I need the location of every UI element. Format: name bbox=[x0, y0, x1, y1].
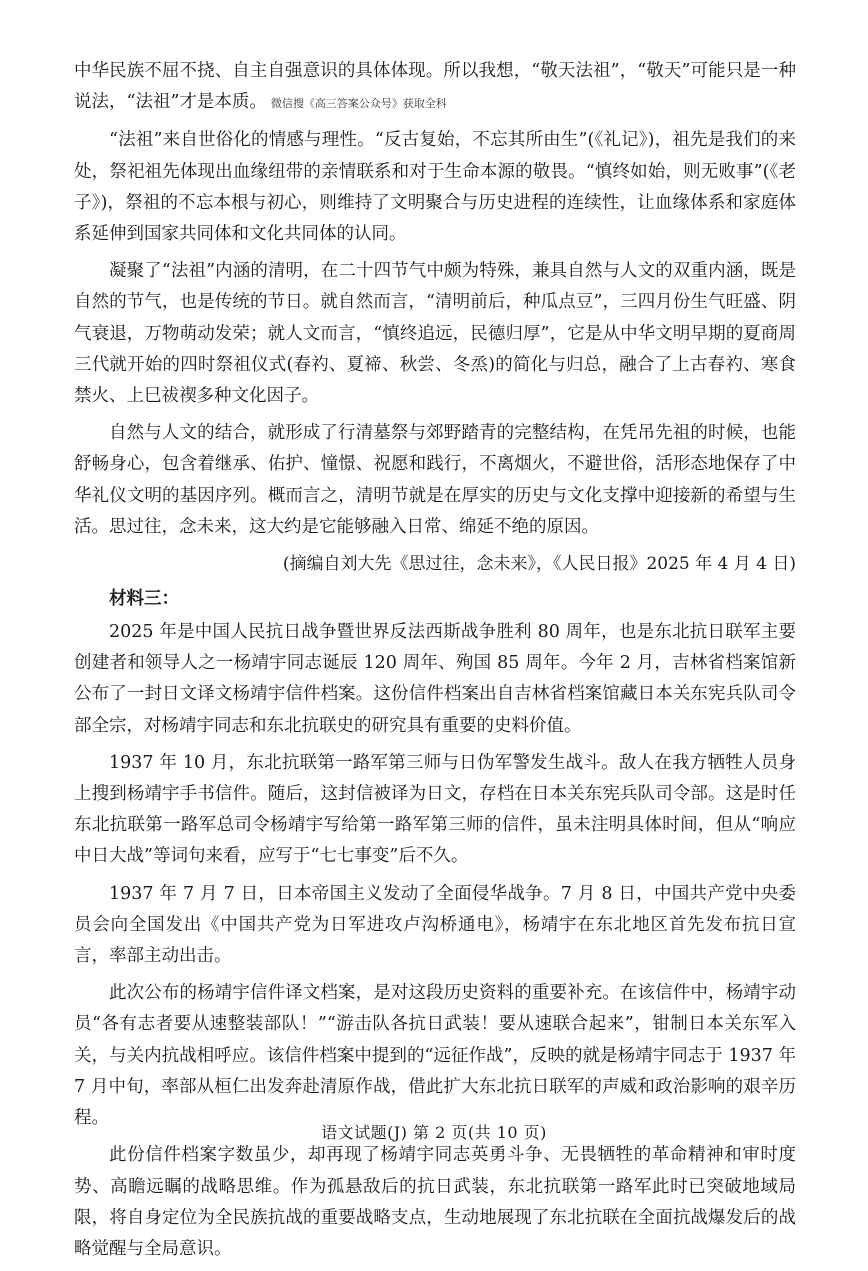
paragraph-1 bbox=[74, 56, 796, 119]
material-three-paragraph-5: 此份信件档案字数虽少，却再现了杨靖宇同志英勇斗争、无畏牺牲的革命精神和审时度势、高瞻远瞩的战略思维。作为孤悬敌后的抗日武装，东北抗联第一路军此时已突破地域局限，将自身定位为全民族抗战的重要战略支点，生动地展现了东北抗联在全面抗战爆发后的战略觉醒与全局意识。 bbox=[74, 1145, 796, 1259]
watermark-note: 微信搜《高三答案公众号》获取全科 bbox=[270, 97, 447, 111]
page-content bbox=[74, 56, 796, 1271]
paragraph-2: “法祖”来自世俗化的情感与理性。“反古复始，不忘其所由生”(《礼记》)，祖先是我们的来处，祭祀祖先体现出血缘纽带的亲情联系和对于生命本源的敬畏。“慎终如始，则无败事”(《老子》)，祭祖的不忘本根与初心，则维持了文明聚合与历史进程的连续性，让血缘体系和家庭体系延伸到国家共同体和文化共同体的认同。 bbox=[74, 130, 796, 245]
material-three-heading: 材料三： bbox=[109, 589, 179, 610]
page-footer: 语文试题(J) 第 2 页(共 10 页) bbox=[321, 1123, 547, 1142]
material-three-paragraph-4: 此次公布的杨靖宇信件译文档案，是对这段历史资料的重要补充。在该信件中，杨靖宇动员“各有志者要从速整装部队！”“游击队各抗日武装！要从速联合起来”，钳制日本关东军入关，与关内抗战相呼应。该信件档案中提到的“远征作战”，反映的就是杨靖宇同志于 1937 年 7 月中旬，率部从桓仁出发奔赴清原作战，借此扩大东北抗日联军的声威和政治影响的艰辛历程。 bbox=[74, 983, 796, 1129]
material-three-paragraph-2: 1937 年 10 月，东北抗联第一路军第三师与日伪军警发生战斗。敌人在我方牺牲人员身上搜到杨靖宇手书信件。随后，这封信被译为日文，存档在日本关东宪兵队司令部。这是时任东北抗联第一路军总司令杨靖宇写给第一路军第三师的信件，虽未注明具体时间，但从“响应中日大战”等词句来看，应写于“七七事变”后不久。 bbox=[74, 752, 796, 867]
paragraph-1-text: 中华民族不屈不挠、自主自强意识的具体体现。所以我想，“敬天法祖”，“敬天”可能只是一种说法，“法祖”才是本质。 bbox=[74, 61, 796, 113]
paragraph-3: 凝聚了“法祖”内涵的清明，在二十四节气中颇为特殊，兼具自然与人文的双重内涵，既是自然的节气，也是传统的节日。就自然而言，“清明前后，种瓜点豆”，三四月份生气旺盛、阴气衰退，万物萌动发荣；就人文而言，“慎终追远，民德归厚”，它是从中华文明早期的夏商周三代就开始的四时祭祖仪式(春礿、夏禘、秋尝、冬烝)的简化与归总，融合了上古春礿、寒食禁火、上巳祓禊多种文化因子。 bbox=[74, 261, 796, 407]
paragraph-4: 自然与人文的结合，就形成了行清墓祭与郊野踏青的完整结构，在凭吊先祖的时候，也能舒畅身心，包含着继承、佑护、憧憬、祝愿和践行，不离烟火，不避世俗，活形态地保存了中华礼仪文明的基因序列。概而言之，清明节就是在厚实的历史与文化支撑中迎接新的希望与生活。思过往，念未来，这大约是它能够融入日常、绵延不绝的原因。 bbox=[74, 423, 796, 537]
material-three-paragraph-3: 1937 年 7 月 7 日，日本帝国主义发动了全面侵华战争。7 月 8 日，中国共产党中央委员会向全国发出《中国共产党为日军进攻卢沟桥通电》，杨靖宇在东北地区首先发布抗日宣言，率部主动出击。 bbox=[74, 883, 796, 967]
material-three-paragraph-1: 2025 年是中国人民抗日战争暨世界反法西斯战争胜利 80 周年，也是东北抗日联军主要创建者和领导人之一杨靖宇同志诞辰 120 周年、殉国 85 周年。今年 2 月，吉林省档案馆新公布了一封日文译文杨靖宇信件档案。这份信件档案出自吉林省档案馆藏日本关东宪兵队司令部全宗，对杨靖宇同志和东北抗联史的研究具有重要的史料价值。 bbox=[74, 622, 796, 736]
source-citation: (摘编自刘大先《思过往，念未来》，《人民日报》2025 年 4 月 4 日) bbox=[282, 554, 796, 575]
